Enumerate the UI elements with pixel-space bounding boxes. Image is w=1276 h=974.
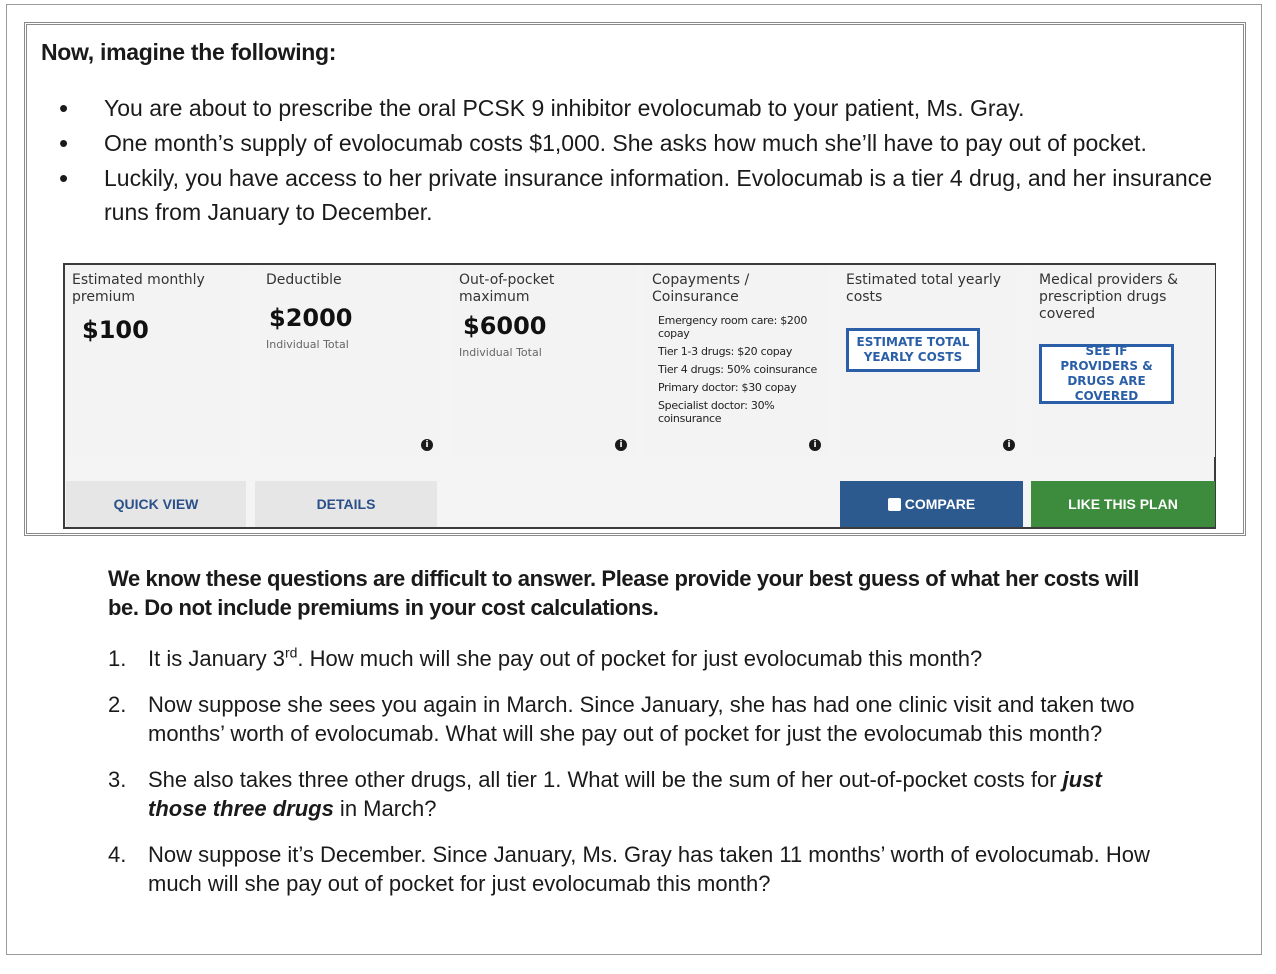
bullet-item: • You are about to prescribe the oral PCSK 9 inhibitor evolocumab to your patient, Ms. Gray.	[59, 91, 1229, 125]
question-text-part: It is January 3	[148, 646, 285, 671]
question-item	[106, 644, 1166, 673]
see-providers-button[interactable]: SEE IF PROVIDERS & DRUGS ARE COVERED	[1039, 344, 1174, 404]
question-text-part: in March?	[333, 796, 437, 821]
question-text	[148, 767, 1102, 821]
oop-max-sub-label: Individual Total	[459, 346, 542, 359]
oop-max-value: $6000	[463, 312, 547, 340]
ordinal-suffix: rd	[284, 644, 298, 661]
oop-max-column	[452, 265, 635, 457]
question-number: 1.	[108, 646, 127, 671]
yearly-costs-column	[839, 265, 1023, 457]
details-button[interactable]: DETAILS	[255, 481, 437, 527]
premium-value: $100	[82, 316, 149, 344]
question-item	[106, 765, 1166, 823]
bullet-item: • Luckily, you have access to her private insurance information. Evolocumab is a tier 4 drug, and her insurance runs from January to December.	[59, 161, 1229, 229]
oop-max-label: Out-of-pocket maximum	[459, 272, 555, 305]
questions-intro: We know these questions are difficult to answer. Please provide your best guess of what her costs will be. Do not include premiums in your cost calculations.	[108, 566, 1139, 620]
scenario-heading: Now, imagine the following:	[41, 39, 337, 65]
providers-label: Medical providers & prescription drugs covered	[1039, 272, 1179, 322]
premium-label: Estimated monthly premium	[72, 272, 205, 305]
compare-checkbox[interactable]	[888, 498, 901, 511]
insurance-plan-card	[63, 263, 1216, 529]
deductible-column	[259, 265, 441, 457]
yearly-costs-label: Estimated total yearly costs	[846, 272, 1002, 305]
question-text: Now suppose it’s December. Since January, Ms. Gray has taken 11 months’ worth of evolocumab. How much will she pay out of pocket for just evolocumab this month?	[148, 842, 1150, 896]
question-text-part: She also takes three other drugs, all tier 1. What will be the sum of her out-of-pocket costs for	[148, 767, 1063, 792]
providers-column	[1032, 265, 1215, 457]
deductible-value: $2000	[269, 304, 353, 332]
copay-item: Emergency room care: $200 copay	[658, 314, 808, 340]
info-icon[interactable]: i	[1003, 439, 1015, 451]
copay-list	[652, 314, 818, 425]
like-plan-button[interactable]: LIKE THIS PLAN	[1031, 481, 1215, 527]
scenario-bullets	[59, 91, 1229, 230]
compare-button[interactable]	[840, 481, 1023, 527]
deductible-label: Deductible	[266, 272, 342, 288]
info-icon[interactable]: i	[809, 439, 821, 451]
deductible-sub-label: Individual Total	[266, 338, 349, 351]
question-list	[106, 644, 1166, 915]
copay-label: Copayments / Coinsurance	[652, 272, 750, 305]
question-number: 2.	[108, 692, 127, 717]
copay-item: Primary doctor: $30 copay	[658, 381, 797, 394]
question-number: 4.	[108, 842, 127, 867]
emphasized-text: just those three drugs	[148, 767, 1102, 821]
bullet-item: • One month’s supply of evolocumab costs $1,000. She asks how much she’ll have to pay out of pocket.	[59, 126, 1229, 160]
compare-label: COMPARE	[904, 496, 976, 512]
estimate-yearly-costs-button[interactable]: ESTIMATE TOTAL YEARLY COSTS	[846, 328, 980, 372]
question-number: 3.	[108, 767, 127, 792]
info-icon[interactable]: i	[421, 439, 433, 451]
copay-item: Tier 4 drugs: 50% coinsurance	[658, 363, 817, 376]
question-text	[148, 646, 982, 671]
question-text-part: . How much will she pay out of pocket for just evolocumab this month?	[297, 646, 983, 671]
copay-item: Tier 1-3 drugs: $20 copay	[658, 345, 793, 358]
quick-view-button[interactable]: QUICK VIEW	[66, 481, 246, 527]
question-item	[106, 840, 1166, 898]
question-text: Now suppose she sees you again in March. Since January, she has had one clinic visit and taken two months’ worth of evolocumab. What will she pay out of pocket for just the evolocumab this month?	[148, 692, 1135, 746]
info-icon[interactable]: i	[615, 439, 627, 451]
copay-column	[645, 265, 829, 457]
copay-item: Specialist doctor: 30% coinsurance	[658, 399, 775, 425]
scenario-box	[24, 22, 1246, 536]
question-item	[106, 690, 1166, 748]
premium-column	[65, 265, 247, 457]
